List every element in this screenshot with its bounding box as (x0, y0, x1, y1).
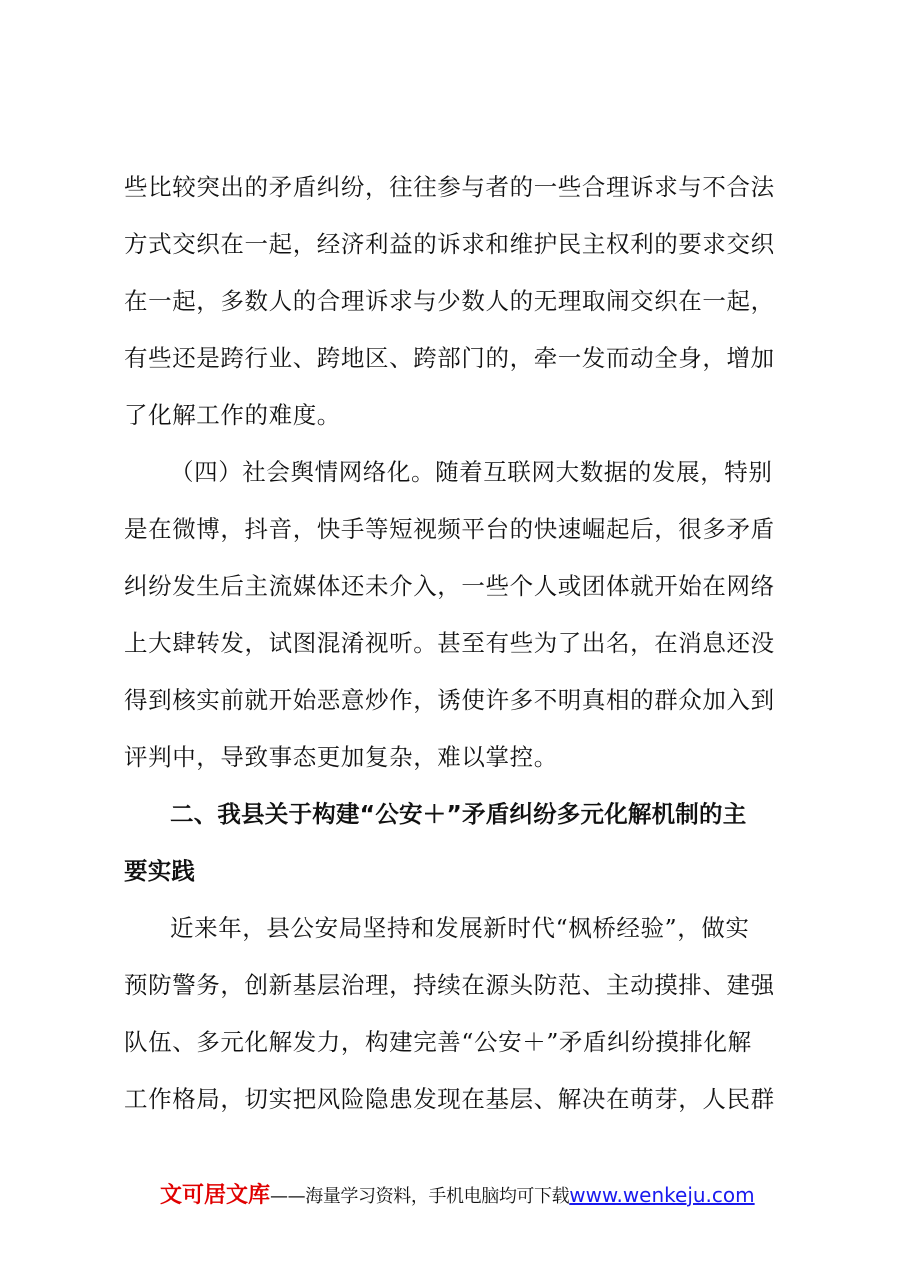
body-text-line: 得到核实前就开始恶意炒作，诱使许多不明真相的群众加入到 (124, 686, 775, 714)
footer-tagline: ——海量学习资料，手机电脑均可下载 (270, 1186, 570, 1207)
body-text-line: 队伍、多元化解发力，构建完善“公安＋”矛盾纠纷摸排化解 (124, 1028, 752, 1056)
section-four-paragraph-start: （四）社会舆情网络化。随着互联网大数据的发展，特别 (170, 458, 773, 486)
body-text-line: 了化解工作的难度。 (124, 401, 341, 429)
body-text-line: 是在微博，抖音，快手等短视频平台的快速崛起后，很多矛盾 (124, 515, 775, 543)
page-footer (160, 1181, 780, 1211)
practice-paragraph-start: 近来年，县公安局坚持和发展新时代“枫桥经验”，做实 (170, 914, 750, 942)
section-heading: 二、我县关于构建“公安＋”矛盾纠纷多元化解机制的主 (170, 800, 747, 828)
body-text-line: 上大肆转发，试图混淆视听。甚至有些为了出名，在消息还没 (124, 629, 775, 657)
body-text-line: 预防警务，创新基层治理，持续在源头防范、主动摸排、建强 (124, 971, 775, 999)
body-text-line: 有些还是跨行业、跨地区、跨部门的，牵一发而动全身，增加 (124, 344, 775, 372)
body-text-line: 纠纷发生后主流媒体还未介入，一些个人或团体就开始在网络 (124, 572, 775, 600)
footer-brand: 文可居文库 (160, 1183, 271, 1208)
body-text-line: 方式交织在一起，经济利益的诉求和维护民主权利的要求交织 (124, 230, 775, 258)
body-text-line: 些比较突出的矛盾纠纷，往往参与者的一些合理诉求与不合法 (124, 173, 775, 201)
section-heading-continued: 要实践 (124, 857, 196, 885)
body-text-line: 工作格局，切实把风险隐患发现在基层、解决在萌芽，人民群 (124, 1085, 775, 1113)
body-text-line: 评判中，导致事态更加复杂，难以掌控。 (124, 743, 558, 771)
body-text-line: 在一起，多数人的合理诉求与少数人的无理取闹交织在一起， (124, 287, 775, 315)
footer-website-link[interactable]: www.wenkeju.com (569, 1183, 755, 1207)
